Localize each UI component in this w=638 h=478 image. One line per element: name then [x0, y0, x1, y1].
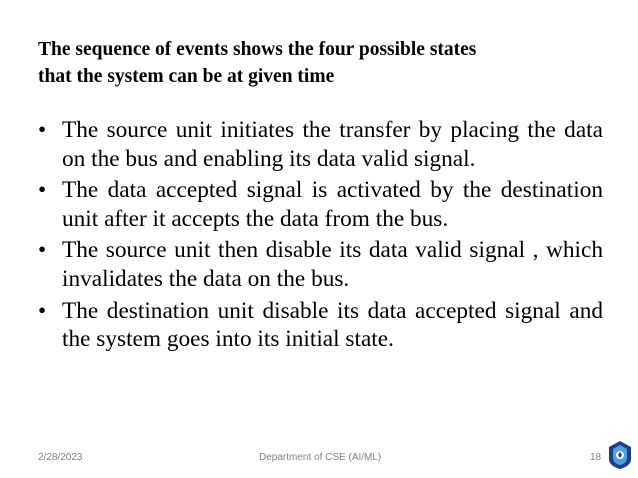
bullet-item [38, 116, 603, 173]
bullet-list [38, 116, 603, 357]
bullet-marker: • [38, 297, 47, 324]
bullet-marker: • [38, 237, 47, 264]
bullet-item [38, 176, 603, 233]
footer-date: 2/28/2023 [38, 452, 83, 463]
footer-page-number: 18 [590, 452, 602, 463]
bullet-item [38, 236, 603, 293]
slide-title-line-2: that the system can be at given time [38, 66, 335, 87]
bullet-text: The source unit then disable its data valid signal , which invalidates the data on the bus. [62, 237, 603, 292]
bullet-text: The destination unit disable its data accepted signal and the system goes into its initial state. [62, 297, 603, 353]
bullet-marker: • [38, 177, 47, 204]
slide-title [38, 36, 608, 90]
footer-department: Department of CSE (AI/ML) [259, 452, 382, 463]
institution-logo-icon [607, 440, 633, 470]
bullet-text: The data accepted signal is activated by the destination unit after it accepts the data from the bus. [62, 177, 603, 232]
bullet-text: The source unit initiates the transfer by placing the data on the bus and enabling its data valid signal. [62, 117, 603, 172]
slide-title-line-1: The sequence of events shows the four possible states [38, 39, 477, 60]
bullet-marker: • [38, 117, 47, 143]
bullet-item [38, 297, 603, 354]
